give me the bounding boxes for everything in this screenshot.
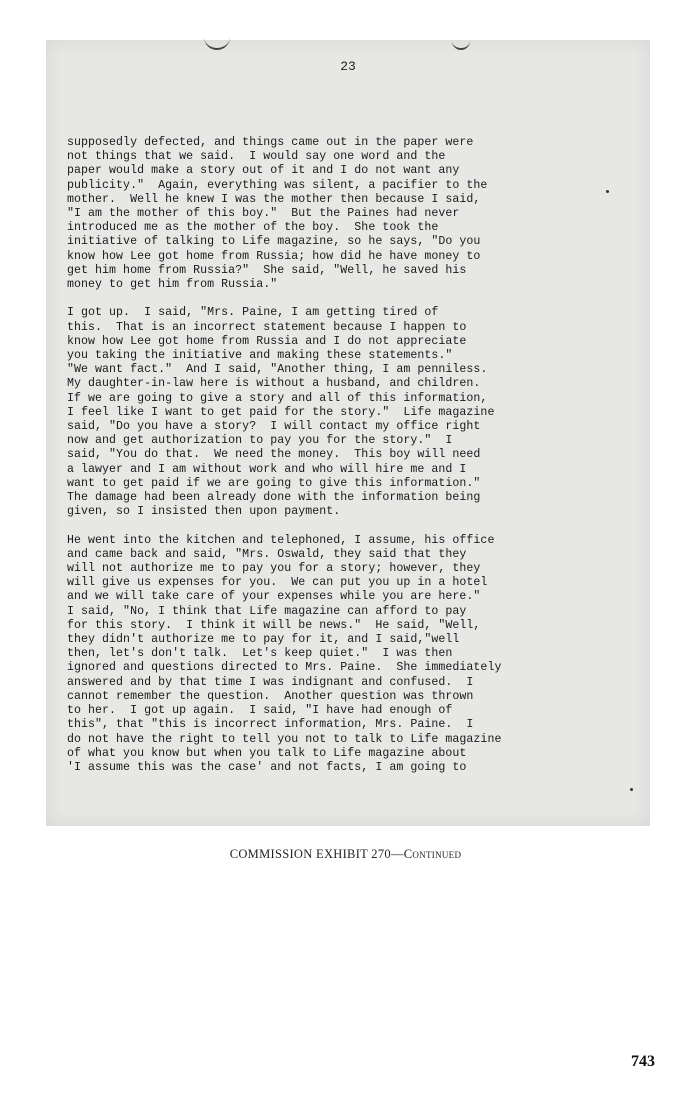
text-line: now and get authorization to pay you for the story." I	[67, 434, 453, 448]
text-line: answered and by that time I was indignant and confused. I	[67, 675, 474, 689]
text-line: "We want fact." And I said, "Another thing, I am penniless.	[67, 363, 488, 377]
text-line: money to get him from Russia."	[67, 278, 278, 292]
text-line: this", that "this is incorrect information, Mrs. Paine. I	[67, 718, 474, 732]
text-line: do not have the right to tell you not to talk to Life magazine	[67, 732, 502, 746]
text-line: If we are going to give a story and all of this information,	[67, 391, 488, 405]
paragraph	[67, 306, 637, 519]
text-line: they didn't authorize me to pay for it, and I said,"well	[67, 633, 460, 647]
text-line: will give us expenses for you. We can put you up in a hotel	[67, 576, 488, 590]
text-line: for this story. I think it will be news." He said, "Well,	[67, 618, 481, 632]
text-line: know how Lee got home from Russia and I do not appreciate	[67, 334, 467, 348]
text-line: initiative of talking to Life magazine, so he says, "Do you	[67, 235, 481, 249]
typed-page-number: 23	[340, 59, 356, 74]
text-line: My daughter-in-law here is without a husband, and children.	[67, 377, 481, 391]
text-line: 'I assume this was the case' and not facts, I am going to	[67, 760, 467, 774]
text-line: He went into the kitchen and telephoned, I assume, his office	[67, 533, 495, 547]
exhibit-caption: COMMISSION EXHIBIT 270—Continued	[229, 847, 462, 861]
text-line: cannot remember the question. Another question was thrown	[67, 689, 474, 703]
text-line: want to get paid if we are going to give this information."	[67, 476, 481, 490]
text-line: said, "Do you have a story? I will contact my office right	[67, 420, 481, 434]
text-line: to her. I got up again. I said, "I have had enough of	[67, 704, 453, 718]
text-line: paper would make a story out of it and I do not want any	[67, 164, 460, 178]
text-line: I got up. I said, "Mrs. Paine, I am getting tired of	[67, 306, 439, 320]
text-line: introduced me as the mother of the boy. She took the	[67, 221, 439, 235]
text-line: given, so I insisted then upon payment.	[67, 505, 341, 519]
text-line: supposedly defected, and things came out in the paper were	[67, 136, 474, 149]
scanned-page	[46, 40, 650, 826]
text-line: of what you know but when you talk to Life magazine about	[67, 746, 467, 760]
text-line: publicity." Again, everything was silent, a pacifier to the	[67, 178, 488, 192]
text-line: "I am the mother of this boy." But the Paines had never	[67, 207, 460, 221]
text-line: I feel like I want to get paid for the story." Life magazine	[67, 405, 495, 419]
stray-mark	[630, 788, 633, 791]
text-line: know how Lee got home from Russia; how did he have money to	[67, 249, 481, 263]
text-line: this. That is an incorrect statement because I happen to	[67, 320, 467, 334]
text-line: then, let's don't talk. Let's keep quiet." I was then	[67, 647, 453, 661]
text-line: not things that we said. I would say one word and the	[67, 150, 446, 164]
text-line: you taking the initiative and making these statements."	[67, 349, 453, 363]
text-line: I said, "No, I think that Life magazine can afford to pay	[67, 604, 467, 618]
text-line: said, "You do that. We need the money. This boy will need	[67, 448, 481, 462]
text-line: and we will take care of your expenses while you are here."	[67, 590, 481, 604]
text-line: ignored and questions directed to Mrs. Paine. She immediately	[67, 661, 502, 675]
page-folio: 743	[631, 1053, 655, 1070]
binding-hole-mark-left	[204, 34, 230, 50]
text-line: and came back and said, "Mrs. Oswald, they said that they	[67, 547, 467, 561]
paragraph	[67, 534, 637, 775]
binding-hole-mark-right	[452, 34, 470, 50]
text-line: The damage had been already done with the information being	[67, 491, 481, 505]
text-line: get him home from Russia?" She said, "Well, he saved his	[67, 263, 467, 277]
typed-body-text	[67, 136, 637, 789]
paragraph	[67, 136, 637, 292]
text-line: will not authorize me to pay you for a story; however, they	[67, 562, 481, 576]
stray-mark	[606, 190, 609, 193]
text-line: a lawyer and I am without work and who will hire me and I	[67, 462, 467, 476]
text-line: mother. Well he knew I was the mother then because I said,	[67, 192, 481, 206]
